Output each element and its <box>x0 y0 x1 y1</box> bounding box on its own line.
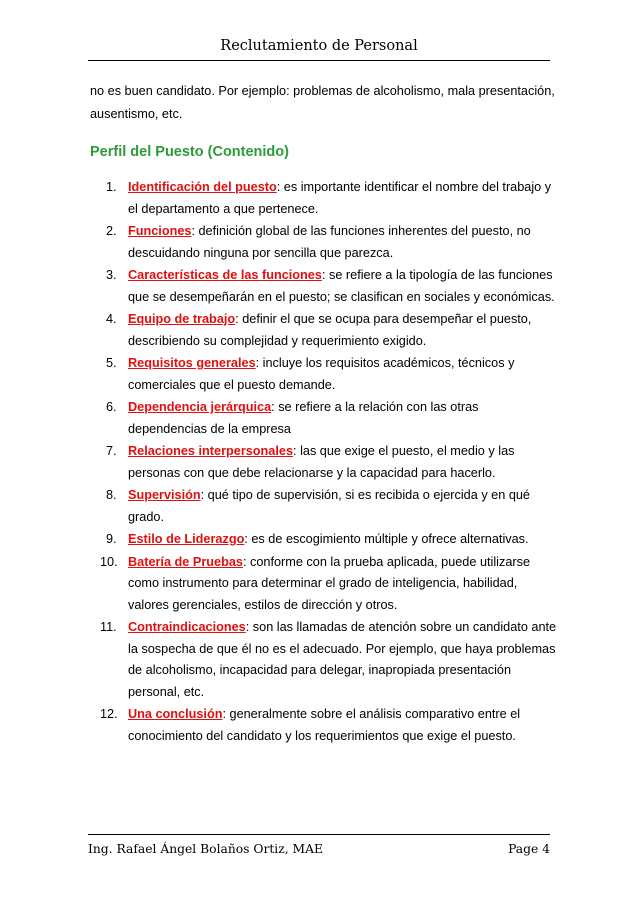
page-number: Page 4 <box>508 842 550 856</box>
item-number: 11. <box>100 620 117 634</box>
item-description: : es de escogimiento múltiple y ofrece alternativas. <box>244 532 529 546</box>
list-item <box>90 552 560 617</box>
item-term: Supervisión <box>128 488 201 502</box>
item-description: : conforme con la prueba aplicada, puede utilizarse como instrumento para determinar el grado de inteligencia, habilidad, valores gerenciales, estilos de dirección y otros. <box>128 554 531 612</box>
item-description: : son las llamadas de atención sobre un candidato ante la sospecha de que él no es el adecuado. Por ejemplo, que haya problemas de alcoholismo, incapacidad para delegar, inapropiada presentación personal, etc. <box>128 620 557 699</box>
item-number: 3. <box>106 268 117 282</box>
list-item <box>90 397 560 440</box>
list-item <box>90 177 560 220</box>
item-number: 4. <box>106 312 117 326</box>
item-description: : definir el que se ocupa para desempeñar el puesto, describiendo su complejidad y requerimiento exigido. <box>128 312 532 348</box>
item-description: : se refiere a la tipología de las funciones que se desempeñarán en el puesto; se clasifican en sociales y económicas. <box>128 268 555 304</box>
item-number: 12. <box>100 707 118 721</box>
list-item <box>90 441 560 484</box>
list-item <box>90 485 560 528</box>
item-term: Relaciones interpersonales <box>128 444 294 458</box>
list-item <box>90 617 560 703</box>
list-item <box>90 529 560 551</box>
profile-list <box>90 177 560 748</box>
item-description: : las que exige el puesto, el medio y las personas con que debe relacionarse y la capacidad para hacerlo. <box>128 444 515 480</box>
footer-author: Ing. Rafael Ángel Bolaños Ortiz, MAE <box>88 842 323 856</box>
item-description: : es importante identificar el nombre del trabajo y el departamento a que pertenece. <box>128 180 552 216</box>
item-term: Dependencia jerárquica <box>128 400 272 414</box>
item-number: 9. <box>106 532 117 546</box>
item-description: : definición global de las funciones inherentes del puesto, no descuidando ninguna por sencilla que parezca. <box>128 224 531 260</box>
item-description: : generalmente sobre el análisis comparativo entre el conocimiento del candidato y los requerimientos que exige el puesto. <box>128 707 521 743</box>
item-description: : qué tipo de supervisión, si es recibida o ejercida y en qué grado. <box>128 488 530 524</box>
list-item <box>90 221 560 264</box>
header-title: Reclutamiento de Personal <box>220 38 418 54</box>
item-term: Identificación del puesto <box>128 180 277 194</box>
section-title: Perfil del Puesto (Contenido) <box>90 144 289 160</box>
item-number: 8. <box>106 488 117 502</box>
item-number: 7. <box>106 444 117 458</box>
list-item <box>90 309 560 352</box>
item-number: 6. <box>106 400 117 414</box>
item-term: Características de las funciones <box>128 268 322 282</box>
page-header <box>88 38 550 61</box>
item-term: Una conclusión <box>128 707 223 721</box>
item-term: Contraindicaciones <box>128 620 246 634</box>
item-number: 2. <box>106 224 117 238</box>
item-term: Requisitos generales <box>128 356 256 370</box>
list-item <box>90 353 560 396</box>
item-description: : incluye los requisitos académicos, técnicos y comerciales que el puesto demande. <box>128 356 515 392</box>
item-description: : se refiere a la relación con las otras dependencias de la empresa <box>128 400 479 436</box>
item-term: Batería de Pruebas <box>128 554 243 569</box>
item-term: Equipo de trabajo <box>128 312 236 326</box>
page-footer <box>88 834 550 856</box>
item-term: Funciones <box>128 224 192 238</box>
list-item <box>90 265 560 308</box>
item-number: 5. <box>106 356 117 370</box>
item-number: 10. <box>100 554 118 569</box>
list-item <box>90 704 560 747</box>
item-number: 1. <box>106 180 117 194</box>
intro-paragraph: no es buen candidato. Por ejemplo: problemas de alcoholismo, mala presentación, ausentismo, etc. <box>90 84 555 121</box>
item-term: Estilo de Liderazgo <box>128 532 245 546</box>
